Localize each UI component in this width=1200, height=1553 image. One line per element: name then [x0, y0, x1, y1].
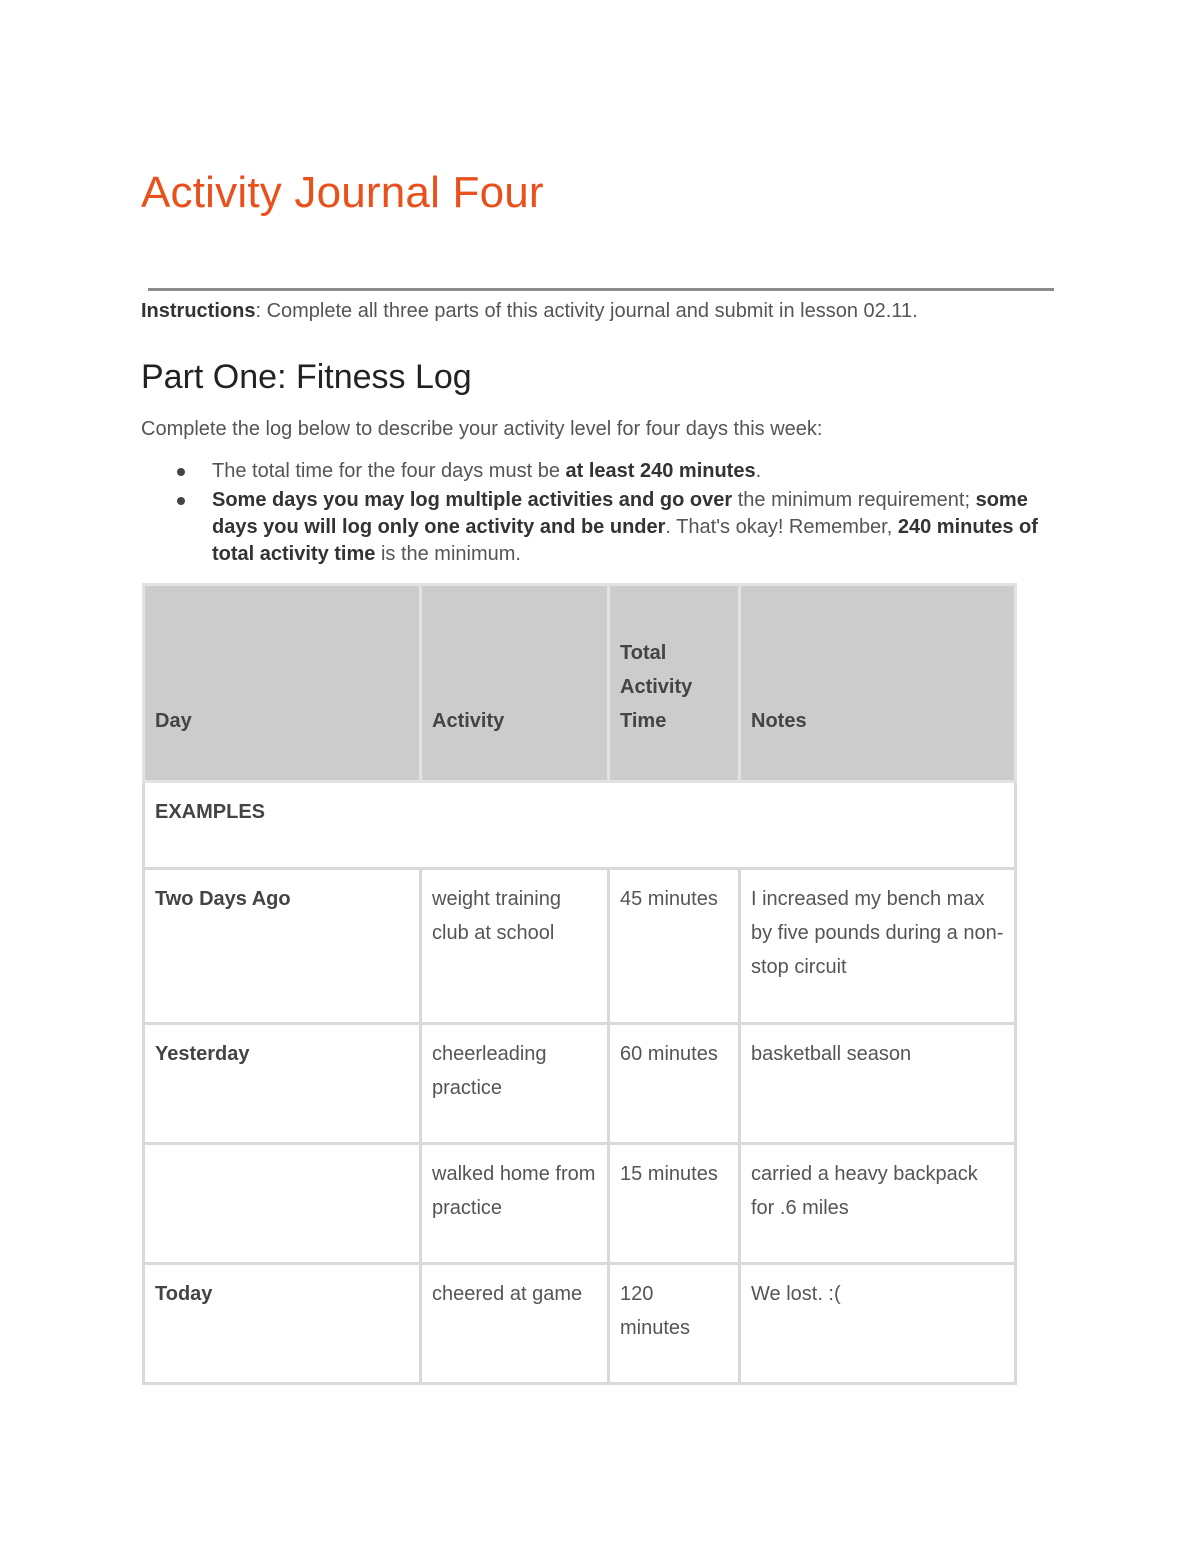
bullet2-bold-c: 240 minutes of total activity time [212, 516, 1038, 565]
bullet2-bold-a: Some days you may log multiple activities and go over [212, 489, 733, 511]
header-activity: Activity [421, 585, 609, 782]
cell-activity: cheerleading practice [421, 1024, 609, 1144]
table-row [144, 1024, 1016, 1144]
cell-activity: walked home from practice [421, 1144, 609, 1264]
instructions-text: : Complete all three parts of this activity journal and submit in lesson 02.11. [255, 300, 918, 322]
table-row [144, 1144, 1016, 1264]
cell-activity: weight training club at school [421, 869, 609, 1024]
bullet1-text-a: The total time for the four days must be [212, 460, 566, 482]
cell-notes: We lost. :( [740, 1264, 1016, 1384]
section-heading: Part One: Fitness Log [141, 358, 472, 396]
cell-day: Today [144, 1264, 421, 1384]
list-item [141, 487, 1061, 568]
instructions-paragraph [141, 300, 918, 323]
requirements-list [141, 458, 1061, 570]
cell-time: 45 minutes [609, 869, 740, 1024]
intro-paragraph: Complete the log below to describe your activity level for four days this week: [141, 418, 823, 440]
cell-time: 15 minutes [609, 1144, 740, 1264]
bullet2-text-a: the minimum requirement; [732, 489, 976, 511]
bullet-icon [177, 497, 185, 505]
cell-time: 120 minutes [609, 1264, 740, 1384]
table-header-row [144, 585, 1016, 782]
bullet2-bold-b: some days you will log only one activity and be under [212, 489, 1028, 538]
bullet-icon [177, 468, 185, 476]
bullet2-text-b: . That's okay! Remember, [665, 516, 898, 538]
title-divider [148, 288, 1054, 291]
document-title: Activity Journal Four [141, 168, 544, 217]
examples-row [144, 782, 1016, 869]
header-day: Day [144, 585, 421, 782]
table-row [144, 869, 1016, 1024]
cell-notes: I increased my bench max by five pounds during a non-stop circuit [740, 869, 1016, 1024]
cell-notes: carried a heavy backpack for .6 miles [740, 1144, 1016, 1264]
fitness-log-table [142, 583, 1017, 1385]
cell-notes: basketball season [740, 1024, 1016, 1144]
list-item [141, 458, 1061, 485]
bullet1-bold-a: at least 240 minutes [565, 460, 756, 482]
bullet1-text-b: . [755, 460, 762, 482]
instructions-label: Instructions [141, 300, 256, 322]
examples-label: EXAMPLES [144, 782, 1016, 869]
header-notes: Notes [740, 585, 1016, 782]
cell-activity: cheered at game [421, 1264, 609, 1384]
cell-day: Yesterday [144, 1024, 421, 1144]
table-row [144, 1264, 1016, 1384]
cell-time: 60 minutes [609, 1024, 740, 1144]
cell-day: Two Days Ago [144, 869, 421, 1024]
header-total-time: Total Activity Time [609, 585, 740, 782]
cell-day [144, 1144, 421, 1264]
bullet2-text-c: is the minimum. [375, 543, 521, 565]
